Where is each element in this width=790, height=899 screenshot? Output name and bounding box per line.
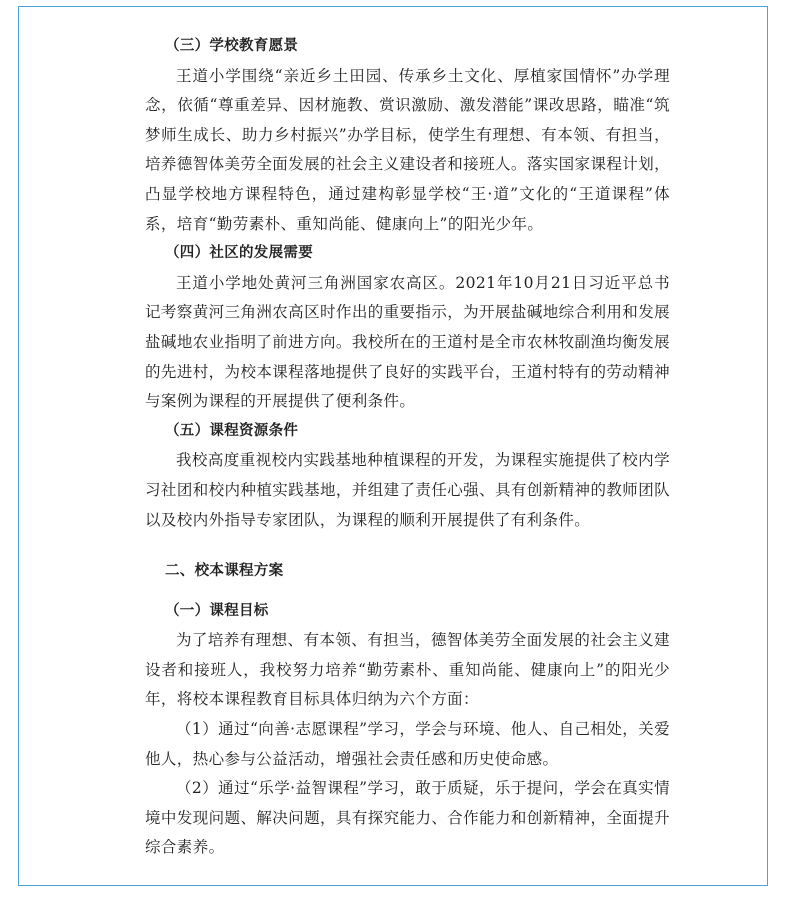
section-community-needs (145, 239, 670, 417)
paragraph: 王道小学围绕“亲近乡土田园、传承乡土文化、厚植家国情怀”办学理念，依循“尊重差异、因材施教、赏识激励、激发潜能”课改思路，瞄准“筑梦师生成长、助力乡村振兴”办学目标，使学生有理想、有本领、有担当，培养德智体美劳全面发展的社会主义建设者和接班人。落实国家课程计划，凸显学校地方课程特色，通过建构彰显学校“王·道”文化的“王道课程”体系，培育“勤劳素朴、重知尚能、健康向上”的阳光少年。 (145, 66, 670, 233)
section-curriculum-goals (145, 597, 670, 863)
section-heading: （五）课程资源条件 (165, 422, 299, 439)
goal-item-2: （2）通过“乐学·益智课程”学习，敢于质疑，乐于提问，学会在真实情境中发现问题、解决问题，具有探究能力、合作能力和创新精神，全面提升综合素养。 (145, 779, 670, 857)
goal-item-1: （1）通过“向善·志愿课程”学习，学会与环境、他人、自己相处，关爱他人，热心参与公益活动，增强社会责任感和历史使命感。 (145, 720, 670, 768)
paragraph: 我校高度重视校内实践基地种植课程的开发，为课程实施提供了校内学习社团和校内种植实践基地，并组建了责任心强、具有创新精神的教师团队以及校内外指导专家团队，为课程的顺利开展提供了有利条件。 (145, 451, 670, 529)
paragraph: 为了培养有理想、有本领、有担当，德智体美劳全面发展的社会主义建设者和接班人，我校努力培养“勤劳素朴、重知尚能、健康向上”的阳光少年，将校本课程教育目标具体归纳为六个方面： (145, 631, 670, 709)
section-heading: （一）课程目标 (165, 602, 269, 619)
paragraph: 王道小学地处黄河三角洲国家农高区。2021年10月21日习近平总书记考察黄河三角洲农高区时作出的重要指示，为开展盐碱地综合利用和发展盐碱地农业指明了前进方向。我校所在的王道村是全市农林牧副渔均衡发展的先进村，为校本课程落地提供了良好的实践平台，王道村特有的劳动精神与案例为课程的开展提供了便利条件。 (145, 273, 670, 411)
section-heading: （四）社区的发展需要 (165, 245, 313, 262)
section-heading: （三）学校教育愿景 (165, 38, 299, 54)
document-body (145, 32, 670, 863)
section-curriculum-plan (145, 557, 670, 587)
chapter-heading: 二、校本课程方案 (165, 563, 284, 580)
section-curriculum-resources (145, 417, 670, 535)
section-school-vision (145, 32, 670, 239)
